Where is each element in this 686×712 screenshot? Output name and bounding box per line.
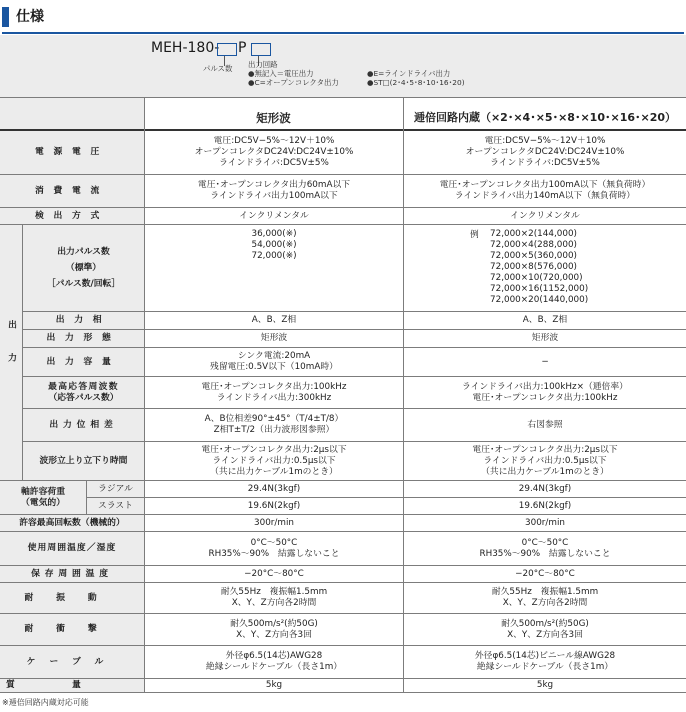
pulses-label-line: ［パルス数/回転］	[46, 279, 121, 289]
label-op-temp: 使用周囲温度／湿度	[27, 543, 117, 553]
right-note-1: ●E=ラインドライバ出力	[367, 69, 451, 78]
right-note-2: ●ST□(2･4･5･8･10･16･20)	[367, 78, 465, 87]
pulses-col2-line: 72,000×2(144,000)	[490, 229, 577, 239]
current-col2-line: 電圧･オープンコレクタ出力100mA以下（無負荷時）	[439, 180, 651, 190]
label-cable: ケーブル	[26, 656, 118, 667]
shock-col2-line: X、Y、Z方向各3回	[507, 629, 583, 640]
shock-col1	[145, 614, 403, 645]
op-temp-col2-line: 0°C〜50°C	[521, 537, 569, 548]
op-temp-col2-line: RH35%〜90% 結露しないこと	[479, 548, 611, 559]
label-current: 消費電流	[35, 185, 109, 196]
power-voltage-col2-line: 電圧:DC5V−5%〜12V＋10%	[484, 136, 606, 146]
shock-col1-line: X、Y、Z方向各3回	[236, 629, 312, 640]
form-col1: 矩形波	[260, 333, 288, 343]
power-voltage-col1-line: 電圧:DC5V−5%〜12V＋10%	[213, 136, 335, 146]
max-freq-col2	[404, 377, 686, 408]
rise-fall-col1-line: （共に出力ケーブル1mのとき）	[210, 466, 338, 477]
current-col1-line: 電圧･オープンコレクタ出力60mA以下	[197, 180, 351, 190]
label-radial: ラジアル	[98, 483, 133, 494]
shock-col2-line: 耐久500m/s²(約50G)	[501, 618, 589, 629]
section-marker	[2, 7, 9, 27]
power-voltage-col1-line: オープンコレクタDC24V:DC24V±10%	[194, 147, 354, 157]
current-col1-line: ラインドライバ出力100mA以下	[210, 191, 338, 201]
label-power-voltage: 電源電圧	[35, 147, 109, 157]
pulses-col2-line: 72,000×20(1440,000)	[490, 295, 589, 305]
detection-col1: インクリメンタル	[239, 210, 309, 221]
vibration-col2-line: X、Y、Z方向各2時間	[502, 598, 588, 608]
output-group-text: 出力	[6, 319, 16, 386]
capacity-col1-line: 残留電圧:0.5V以下（10mA時）	[210, 362, 338, 372]
cable-col1-line: 外径φ6.5(14芯)AWG28	[225, 651, 323, 661]
op-temp-col2	[404, 532, 686, 565]
output-note-2: ●C=オープンコレクタ出力	[248, 78, 339, 87]
pulses-col1-line: 54,000(※)	[251, 239, 297, 250]
output-note-1: ●無記入＝電圧出力	[248, 69, 314, 78]
pulses-col2-line: 72,000×8(576,000)	[490, 262, 577, 272]
max-freq-label-line: （応答パルス数）	[48, 392, 119, 403]
current-col1	[145, 175, 403, 207]
max-rpm-col2: 300r/min	[525, 517, 565, 528]
section-underline	[2, 32, 684, 34]
capacity-col2: −	[541, 356, 549, 367]
footnote: ※逓倍回路内蔵対応可能	[2, 698, 89, 707]
phase-diff-col1	[145, 409, 403, 441]
radial-col2: 29.4N(3kgf)	[518, 483, 572, 494]
vibration-col2	[404, 583, 686, 613]
power-voltage-col1	[145, 131, 403, 174]
label-detection: 検出方式	[35, 210, 109, 221]
cable-col1-line: 絶縁シールドケーブル（長さ1m）	[205, 662, 343, 672]
pulses-col2-line: 72,000×16(1152,000)	[490, 284, 589, 294]
detection-col2: インクリメンタル	[510, 210, 580, 221]
spec-table	[0, 35, 686, 693]
pulses-col2	[490, 229, 686, 307]
shock-col2	[404, 614, 686, 645]
rise-fall-col1	[145, 442, 403, 480]
pulses-col1-line: 36,000(※)	[251, 228, 297, 239]
load-label-line: 軸許容荷重	[21, 486, 65, 497]
label-max-freq	[23, 377, 144, 408]
pulses-col1	[145, 225, 403, 265]
rise-fall-col2-line: 電圧･オープンコレクタ出力:2μs以下	[472, 444, 618, 455]
op-temp-col1-line: RH35%〜90% 結露しないこと	[208, 548, 340, 559]
max-rpm-col1: 300r/min	[254, 517, 294, 528]
output-circuit-label: 出力回路	[248, 60, 278, 69]
vibration-col1	[145, 583, 403, 613]
vibration-col1-line: X、Y、Z方向各2時間	[231, 598, 317, 608]
pulses-col2-line: 72,000×10(720,000)	[490, 273, 583, 283]
label-storage-temp: 保存周囲温度	[31, 568, 113, 579]
pulse-count-label: パルス数	[203, 64, 233, 73]
phase-diff-col1-line: A、B位相差90°±45°（T/4±T/8）	[204, 414, 344, 424]
vibration-col1-line: 耐久55Hz 複振幅1.5mm	[220, 587, 328, 597]
pulses-col1-line: 72,000(※)	[251, 250, 297, 261]
power-voltage-col1-line: ラインドライバ:DC5V±5%	[219, 158, 329, 168]
max-freq-col2-line: ラインドライバ出力:100kHz×（逓倍率）	[462, 381, 628, 392]
model-code-prefix: MEH-180-	[151, 40, 220, 56]
label-form: 出力形態	[46, 333, 121, 343]
max-freq-col1-line: 電圧･オープンコレクタ出力:100kHz	[201, 381, 347, 392]
thrust-col2: 19.6N(2kgf)	[518, 500, 572, 511]
mass-col2: 5kg	[536, 680, 554, 690]
max-freq-col2-line: 電圧･オープンコレクタ出力:100kHz	[472, 392, 618, 403]
rise-fall-col2-line: ラインドライバ出力:0.5μs以下	[483, 455, 607, 466]
cable-col2-line: 外径φ6.5(14芯)ビニール線AWG28	[474, 651, 616, 661]
section-header	[2, 4, 684, 34]
pulses-col2-line: 72,000×4(288,000)	[490, 240, 577, 250]
op-temp-col1-line: 0°C〜50°C	[250, 537, 298, 548]
pulses-label-line: 出力パルス数	[57, 247, 110, 257]
max-freq-label-line: 最高応答周波数	[48, 381, 119, 392]
section-title: 仕様	[16, 9, 44, 25]
rise-fall-col1-line: ラインドライバ出力:0.5μs以下	[212, 455, 336, 466]
pulses-label-line: （標準）	[65, 263, 102, 273]
mass-col1: 5kg	[265, 680, 283, 690]
max-freq-col1	[145, 377, 403, 408]
label-mass: 質量	[6, 680, 138, 690]
label-capacity: 出力容量	[46, 356, 121, 367]
vibration-col2-line: 耐久55Hz 複振幅1.5mm	[491, 587, 599, 597]
power-voltage-col2-line: オープンコレクタDC24V:DC24V±10%	[465, 147, 625, 157]
label-max-rpm: 許容最高回転数（機械的）	[19, 517, 125, 528]
label-rise-fall: 波形立上り立下り時間	[39, 455, 128, 466]
cable-col2	[404, 646, 686, 678]
label-shock: 耐衝撃	[24, 624, 120, 634]
power-voltage-col2	[404, 131, 686, 174]
phase-col2: A、B、Z相	[522, 315, 568, 325]
cable-col2-line: 絶縁シールドケーブル（長さ1m）	[476, 662, 614, 672]
op-temp-col1	[145, 532, 403, 565]
capacity-col1-line: シンク電流:20mA	[237, 351, 311, 361]
label-vibration: 耐振動	[24, 592, 120, 603]
label-output-group	[0, 225, 22, 480]
label-pulses	[23, 225, 144, 311]
cable-col1	[145, 646, 403, 678]
power-voltage-col2-line: ラインドライバ:DC5V±5%	[490, 158, 600, 168]
shock-col1-line: 耐久500m/s²(約50G)	[230, 618, 318, 629]
col1-title: 矩形波	[256, 111, 291, 125]
col2-title: 逓倍回路内蔵（×2･×4･×5･×8･×10･×16･×20）	[413, 111, 677, 124]
current-col2-line: ラインドライバ出力140mA以下（無負荷時）	[454, 191, 636, 201]
label-phase: 出力相	[55, 315, 112, 325]
label-thrust: スラスト	[98, 500, 133, 511]
capacity-col1	[145, 348, 403, 376]
label-load	[0, 481, 86, 514]
storage-temp-col2: −20°C〜80°C	[515, 568, 575, 579]
phase-diff-col1-line: Z相T±T/2（出力波形図参照）	[213, 425, 335, 435]
current-col2	[404, 175, 686, 207]
pulses-col2-line: 72,000×5(360,000)	[490, 251, 577, 261]
radial-col1: 29.4N(3kgf)	[247, 483, 301, 494]
phase-diff-col2: 右図参照	[527, 419, 563, 430]
phase-col1: A、B、Z相	[251, 315, 297, 325]
rise-fall-col2	[404, 442, 686, 480]
thrust-col1: 19.6N(2kgf)	[247, 500, 301, 511]
label-phase-diff: 出力位相差	[49, 419, 118, 430]
storage-temp-col1: −20°C〜80°C	[244, 568, 304, 579]
pulses-example-prefix: 例	[470, 229, 479, 240]
model-code-mid: P	[238, 40, 247, 56]
rise-fall-col2-line: （共に出力ケーブル1mのとき）	[481, 466, 609, 477]
rise-fall-col1-line: 電圧･オープンコレクタ出力:2μs以下	[201, 444, 347, 455]
max-freq-col1-line: ラインドライバ出力:300kHz	[216, 392, 332, 403]
load-label-line: （電気的）	[21, 497, 65, 508]
form-col2: 矩形波	[531, 333, 559, 343]
